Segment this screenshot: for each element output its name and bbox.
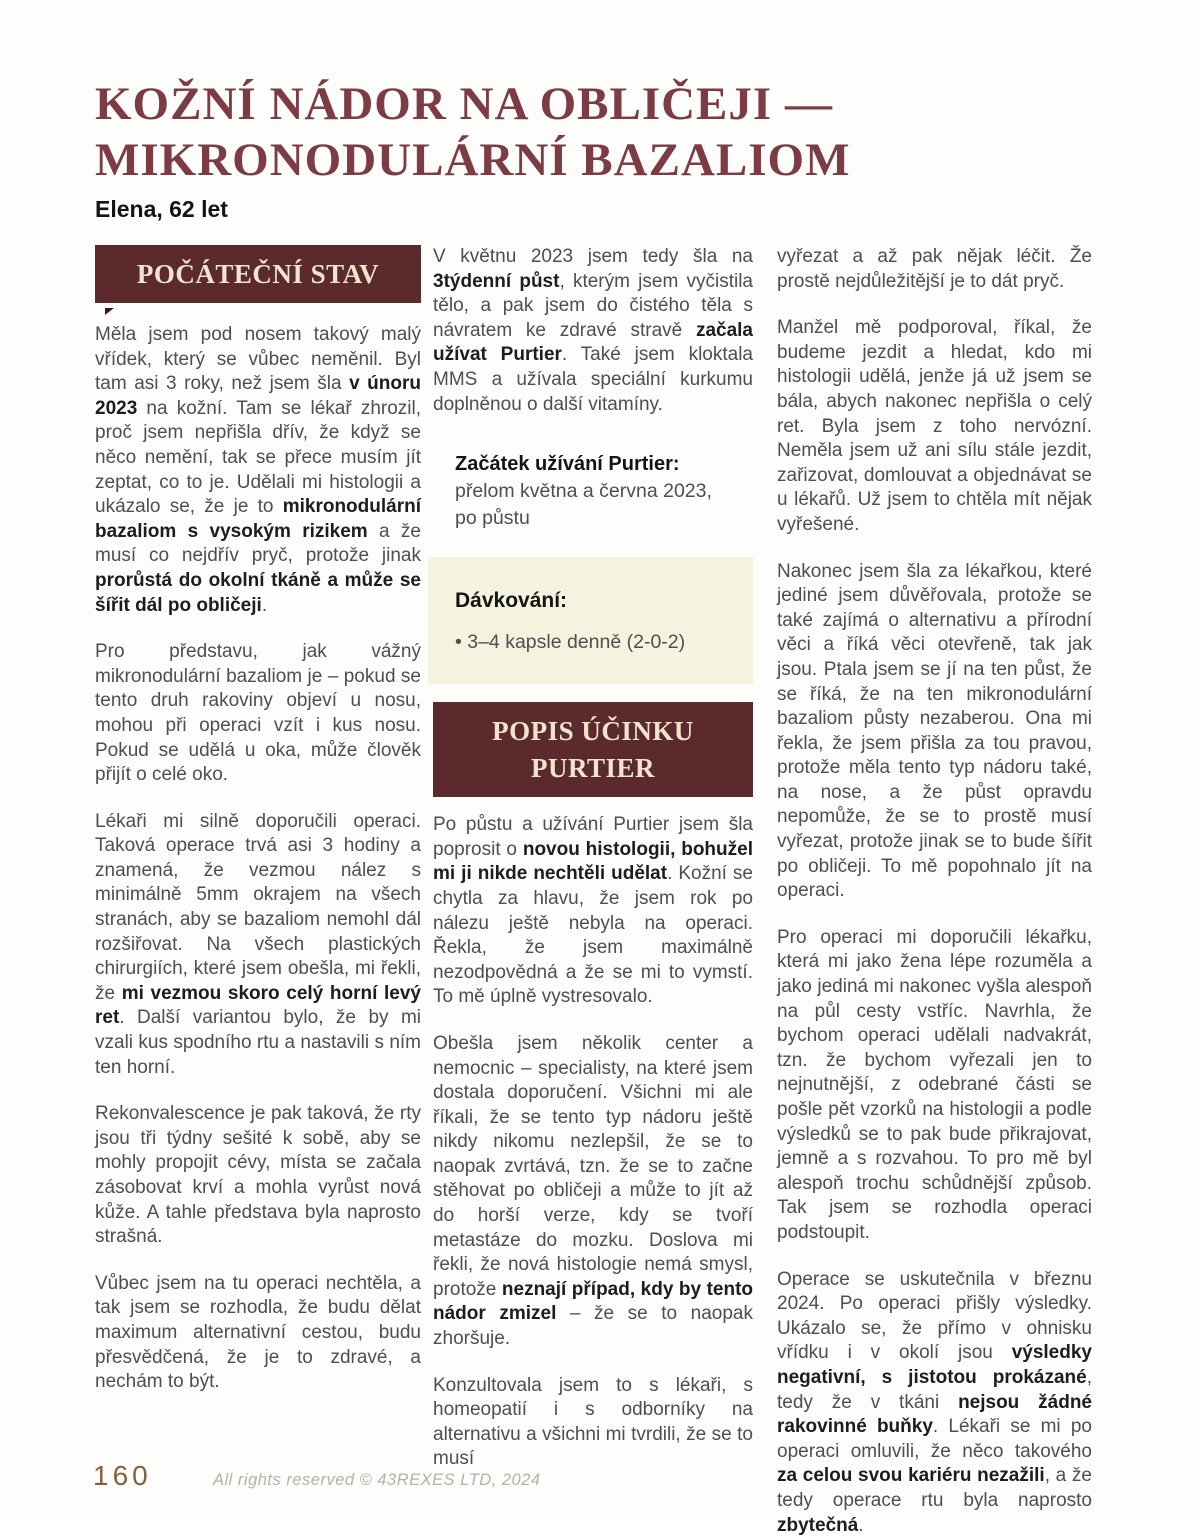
- text-run: .: [858, 1514, 864, 1536]
- emphasized-text: v únoru 2023: [95, 373, 421, 419]
- text-run: . Kožní se chytla za hlavu, že jsem rok po nálezu ještě nebyla na operaci. Řekla, že jsem maximálně nezodpovědná a že se mi to vymstí. To mě úplně vystresovalo.: [433, 863, 753, 1008]
- paragraph: [95, 810, 421, 1081]
- text-run: Operace se uskutečnila v březnu 2024. Po operaci přišly výsledky. Ukázalo se, že přímo v ohnisku vřídku i v okolí jsou: [777, 1268, 1092, 1364]
- dosage-box: [428, 557, 753, 684]
- text-run: , a že tedy operace rtu byla naprosto: [777, 1465, 1092, 1511]
- page-number: 160: [93, 1460, 152, 1491]
- page-title-line2: MIKRONODULÁRNÍ BAZALIOM: [95, 134, 851, 186]
- subtitle-patient: Elena, 62 let: [95, 196, 228, 222]
- text-run: Po půstu a užívání Purtier jsem šla poprosit o: [433, 814, 753, 860]
- text-run: .: [261, 594, 268, 616]
- dosage-label: Dávkování:: [455, 589, 568, 613]
- paragraph: [95, 1272, 421, 1395]
- section-header-initial-state-label: POČÁTEČNÍ STAV: [136, 259, 380, 289]
- text-run: Vůbec jsem na tu operaci nechtěla, a tak jsem se rozhodla, že budu dělat maximum alternativní cestou, budu přesvědčená, že je to zdravé, a nechám to být.: [95, 1272, 421, 1393]
- text-run: a že musí co nejdřív pryč, protože jinak: [95, 520, 421, 567]
- text-run: Pro operaci mi doporučili lékařku, která mi jako žena lépe rozuměla a jako jediná mi nakonec vyšla alespoň na půl cesty vstříc. Navrhla, že bychom operaci udělali nadvakrát, tzn. že bychom vyřezali jen to nejnutnější, z odebrané části se pošle pět vzorků na histologii a podle výsledků se to pak bude přikrajovat, jemně a s rozvahou. To pro mě byl alespoň trochu schůdnější způsob. Tak jsem se rozhodla operaci podstoupit.: [777, 926, 1092, 1243]
- text-run: Lékaři mi silně doporučili operaci. Taková operace trvá asi 3 hodiny a znamená, že vezmou nález s minimálně 5mm okrajem na všech stranách, aby se bazaliom nemohl dál rozšiřovat. Na všech plastických chirurgiích, které jsem obešla, mi řekli, že: [95, 810, 421, 1004]
- text-run: Nakonec jsem šla za lékařkou, které jediné jsem důvěřovala, protože se také zajímá o alternativu a přírodní věci a říká věci otevřeně, tak jak jsou. Ptala jsem se jí na ten půst, že se říká, že na ten mikronodulární bazaliom půsty nezaberou. Ona mi řekla, že jsem přišla za tou pravou, protože měla tento typ nádoru také, na nose, a že půst opravdu nepomůže, že se to prostě musí vyřezat, protože jinak se to bude šířit po obličeji. To mě popohnalo jít na operaci.: [777, 560, 1092, 902]
- paragraph: [777, 316, 1092, 537]
- text-run: Manžel mě podporoval, říkal, že budeme jezdit a hledat, kdo mi histologii udělá, jenže já už jsem se bála, abych nakonec nepřišla o celý ret. Byla jsem z toho nervózní. Neměla jsem už ani sílu stále jezdit, zařizovat, domlouvat a objednávat se u lékařů. Už jsem to chtěla mít nějak vyřešené.: [777, 317, 1092, 535]
- paragraph: [777, 245, 1092, 294]
- text-run: . Další variantou bylo, že by mi vzali kus spodního rtu a nastavili s ním ten horní.: [95, 1007, 421, 1078]
- copyright-notice: All rights reserved © 43REXES LTD, 2024: [213, 1471, 541, 1489]
- paragraph: [433, 245, 753, 417]
- paragraph: [777, 1268, 1092, 1538]
- emphasized-text: za celou svou kariéru nezažili: [777, 1465, 1045, 1487]
- paragraph: [777, 560, 1092, 904]
- paragraph: [433, 1032, 753, 1352]
- text-run: . Také jsem kloktala MMS a užívala speciální kurkumu doplněnou o další vitamíny.: [433, 344, 753, 415]
- text-run: Měla jsem pod nosem takový malý vřídek, který se vůbec neměnil. Byl tam asi 3 roky, než jsem šla: [95, 324, 421, 395]
- section-header-effect: [433, 702, 753, 797]
- emphasized-text: novou histologii, bohužel mi ji nikde nechtěli udělat: [433, 838, 753, 885]
- text-run: V květnu 2023 jsem tedy šla na: [433, 246, 753, 267]
- start-usage-label: Začátek užívání Purtier:: [455, 453, 680, 476]
- paragraph: [777, 926, 1092, 1246]
- paragraph: [433, 1374, 753, 1472]
- text-run: vyřezat a až pak nějak léčit. Že prostě nejdůležitější je to dát pryč.: [777, 246, 1092, 292]
- paragraph: [95, 640, 421, 788]
- paragraph: [95, 323, 421, 618]
- start-usage-value-line1: přelom května a června 2023,: [455, 480, 712, 503]
- column-2: [433, 245, 753, 1472]
- emphasized-text: zbytečná: [777, 1514, 859, 1536]
- page-title-line1: KOŽNÍ NÁDOR NA OBLIČEJI —: [95, 78, 833, 130]
- emphasized-text: začala užívat Purtier: [433, 319, 753, 366]
- section-header-effect-line1: POPIS ÚČINKU: [492, 716, 694, 747]
- dosage-item: • 3–4 kapsle denně (2-0-2): [455, 631, 686, 654]
- emphasized-text: neznají případ, kdy by tento nádor zmizel: [433, 1278, 754, 1325]
- text-run: na kožní. Tam se lékař zhrozil, proč jsem nepřišla dřív, že když se něco nemění, tak se přece musím jít zeptat, co to je. Udělali mi histologii a ukázalo se, že je to: [95, 397, 421, 518]
- text-run: Konzultovala jsem to s lékaři, s homeopatií i s odborníky na alternativu a všichni mi tvrdili, že se to musí: [433, 1374, 753, 1470]
- text-run: – že se to naopak zhoršuje.: [433, 1303, 754, 1350]
- emphasized-text: mikronodulární bazaliom s vysokým rizikem: [95, 496, 421, 542]
- emphasized-text: mi vezmou skoro celý horní levý ret: [95, 982, 421, 1029]
- emphasized-text: nejsou žádné rakovinné buňky: [777, 1391, 1092, 1438]
- section-header-initial-state: [95, 245, 421, 303]
- emphasized-text: 3týdenní půst: [433, 270, 560, 292]
- start-usage-value-line2: po půstu: [455, 506, 530, 529]
- ink-mark: [105, 308, 114, 315]
- text-run: , kterým jsem vyčistila tělo, a pak jsem do čistého těla s návratem ke zdravé stravě: [433, 270, 753, 341]
- text-run: Pro představu, jak vážný mikronodulární bazaliom je – pokud se tento druh rakoviny objeví u nosu, mohou při operaci vzít i kus nosu. Pokud se udělá u oka, může člověk přijít o celé oko.: [95, 641, 421, 786]
- section-header-effect-line2: PURTIER: [530, 753, 656, 784]
- paragraph: [433, 813, 753, 1010]
- column-3: [777, 245, 1092, 1538]
- start-usage-block: [455, 451, 753, 531]
- text-run: , tedy že v tkáni: [777, 1366, 1092, 1413]
- paragraph: [95, 1102, 421, 1250]
- text-run: Obešla jsem několik center a nemocnic – specialisty, na které jsem dostala doporučení. Všichni mi ale říkali, že se tento typ nádoru ještě nikdy nikomu nezlepšil, že se to naopak zvrtává, tzn. že se to začne stěhovat po obličeji a může to jít až do horší verze, kdy se tvoří metastáze do mozku. Doslova mi řekli, že nová histologie nemá smysl, protože: [433, 1032, 753, 1300]
- emphasized-text: výsledky negativní, s jistotou prokázané: [777, 1342, 1092, 1388]
- text-run: Rekonvalescence je pak taková, že rty jsou tři týdny sešité k sobě, aby se mohly propojit cévy, místa se začala zásobovat krví a mohla vyrůst nová kůže. A tahle představa byla naprosto strašná.: [95, 1103, 421, 1248]
- page-title: [95, 76, 850, 188]
- column-1: [95, 245, 421, 1395]
- text-run: . Lékaři se mi po operaci omluvili, že něco takového: [777, 1416, 1092, 1462]
- emphasized-text: prorůstá do okolní tkáně a může se šířit dál po obličeji: [95, 569, 421, 616]
